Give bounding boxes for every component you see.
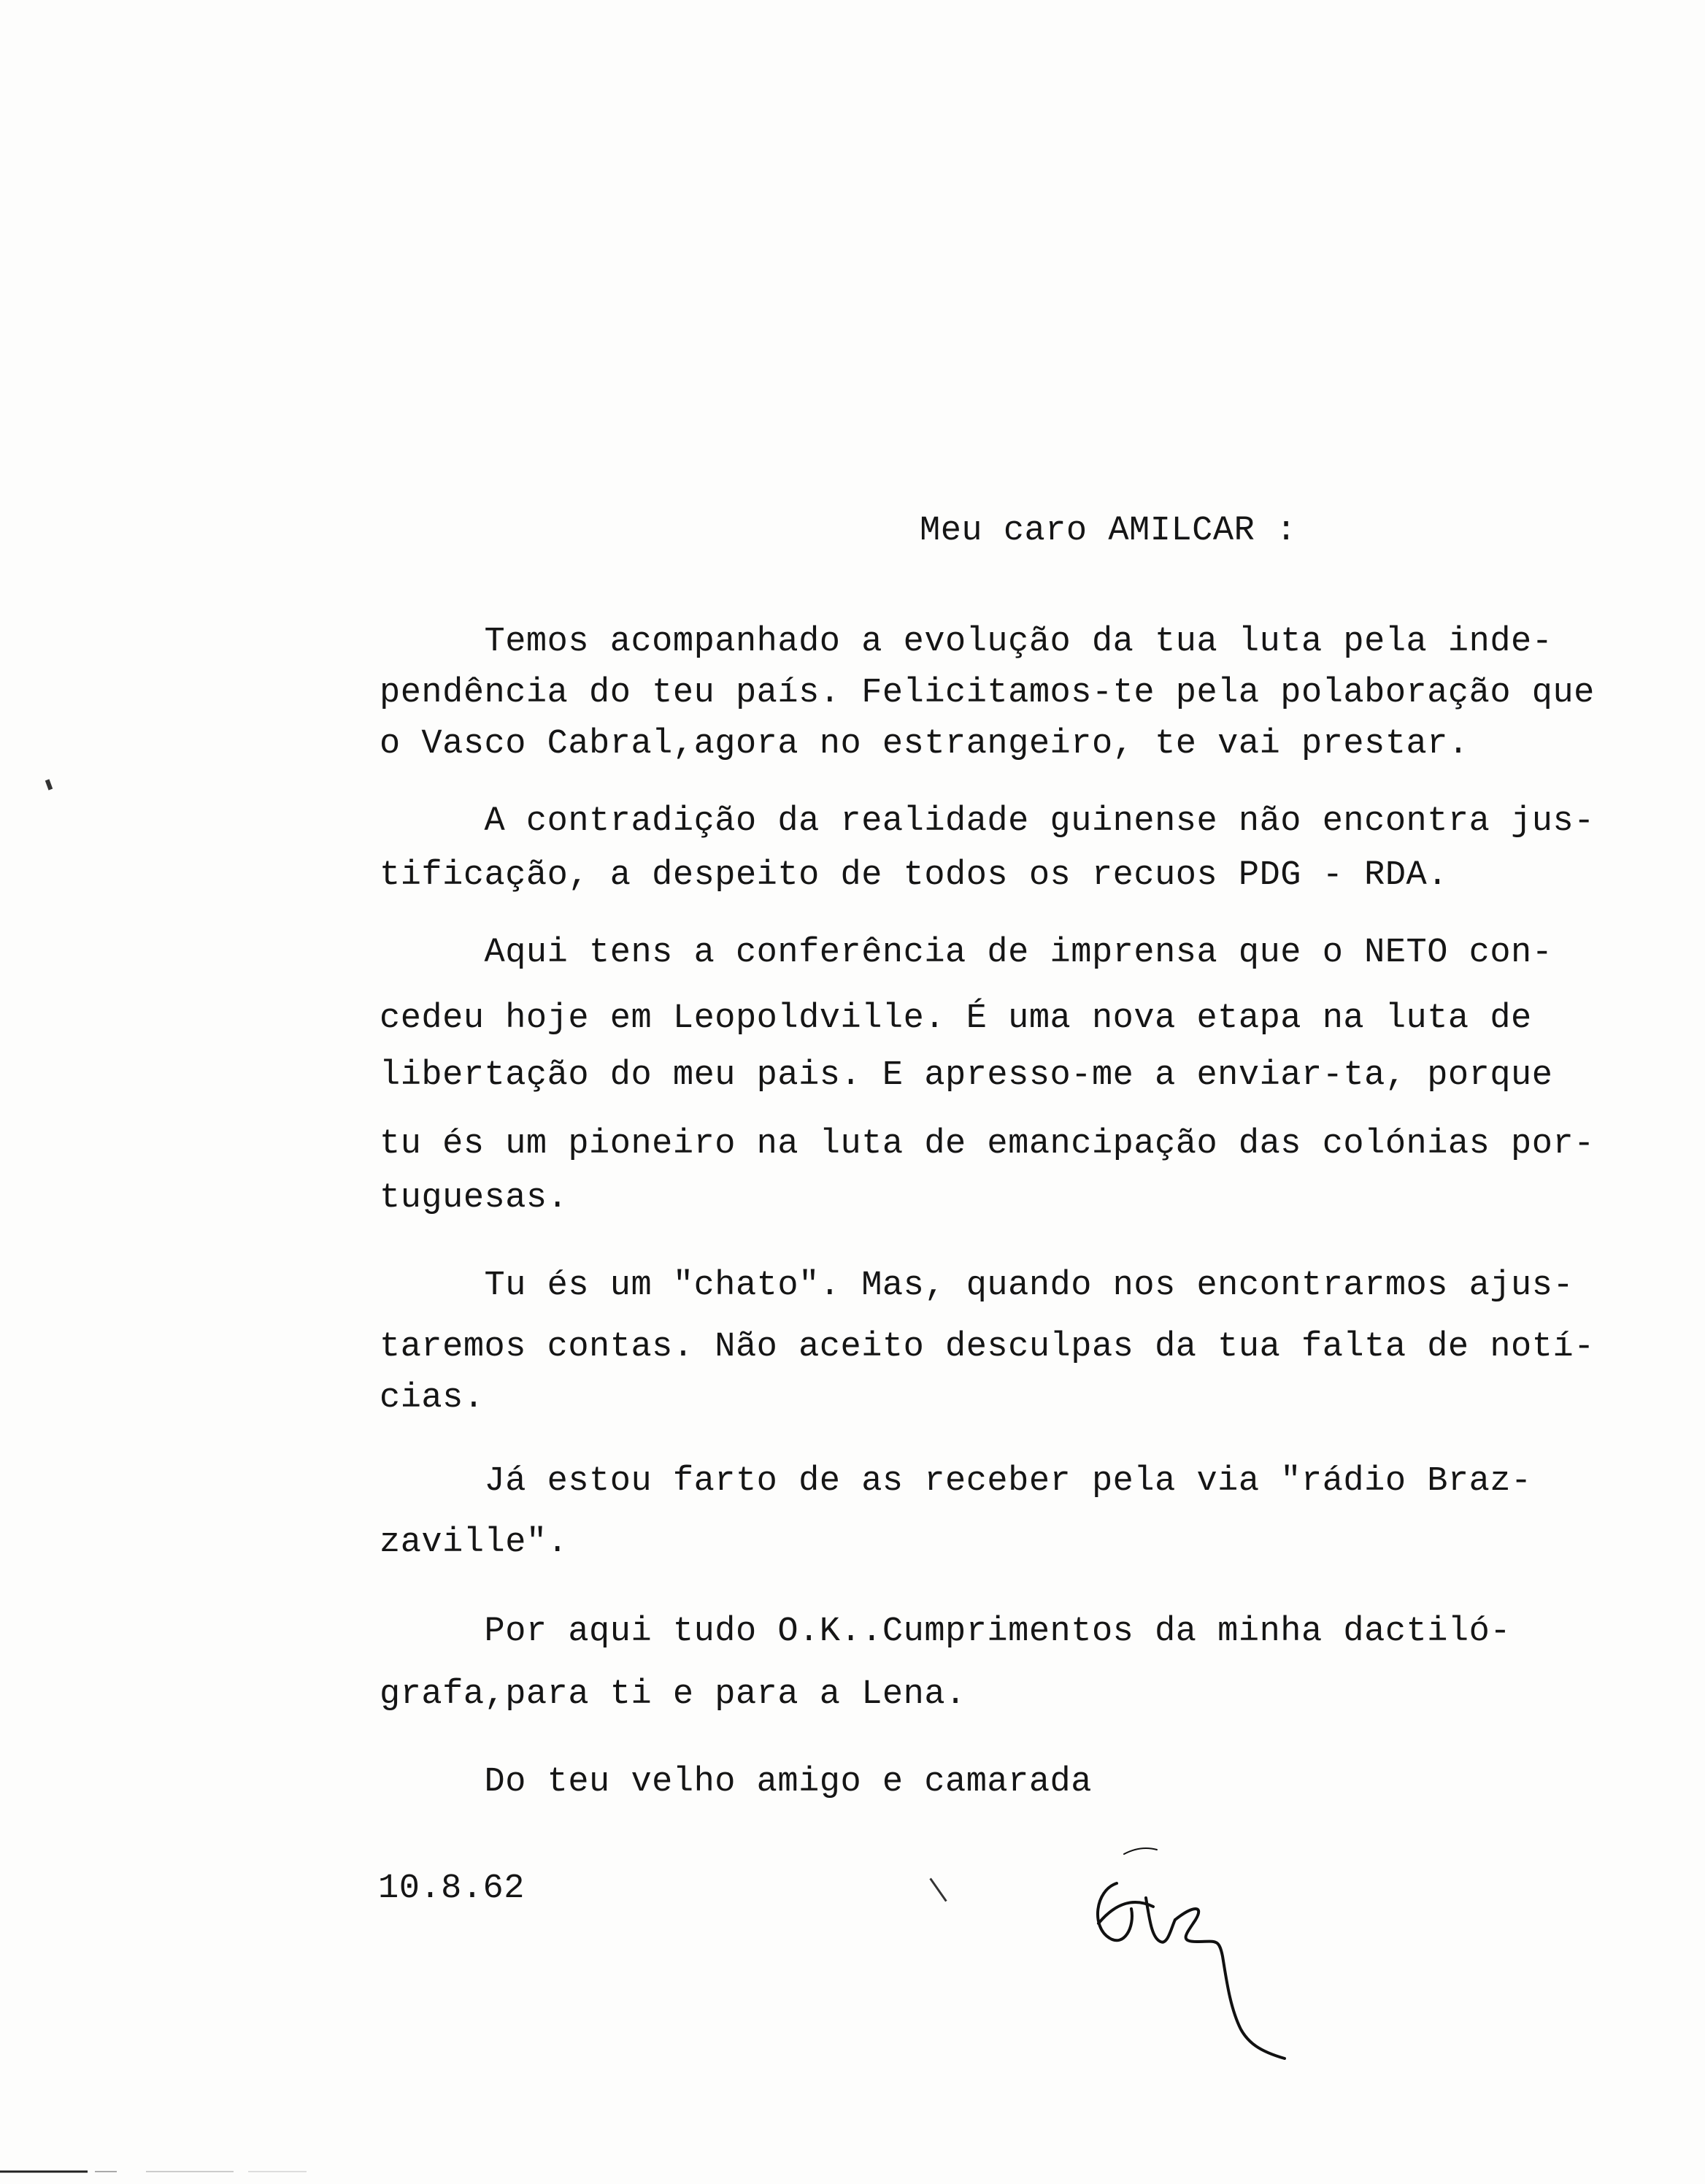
paragraph-4-line-1: Tu és um "chato". Mas, quando nos encontrarmos ajus- (380, 1266, 1574, 1305)
handwritten-signature (1066, 1839, 1314, 2080)
paragraph-2-line-1: A contradição da realidade guinense não encontra jus- (380, 802, 1595, 841)
stray-mark-left (45, 779, 53, 790)
paragraph-3-line-5: tuguesas. (380, 1179, 569, 1218)
paragraph-1-line-2: pendência do teu país. Felicitamos-te pela polaboração que (380, 674, 1595, 712)
paragraph-3-line-4: tu és um pioneiro na luta de emancipação das colónias por- (380, 1125, 1595, 1164)
paragraph-1-line-1: Temos acompanhado a evolução da tua luta pela inde- (380, 623, 1553, 661)
paragraph-3-line-2: cedeu hoje em Leopoldville. É uma nova etapa na luta de (380, 999, 1532, 1038)
paragraph-7-line-1: Do teu velho amigo e camarada (380, 1763, 1092, 1802)
stray-mark-center (929, 1878, 947, 1902)
paragraph-3-line-3: libertação do meu pais. E apresso-me a enviar-ta, porque (380, 1056, 1553, 1095)
paragraph-1-line-3: o Vasco Cabral,agora no estrangeiro, te vai prestar. (380, 725, 1469, 764)
paragraph-5-line-2: zaville". (380, 1523, 569, 1562)
paragraph-2-line-2: tificação, a despeito de todos os recuos PDG - RDA. (380, 856, 1448, 895)
paragraph-4-line-3: cias. (380, 1379, 485, 1418)
paragraph-6-line-2: grafa,para ti e para a Lena. (380, 1675, 966, 1714)
letter-date: 10.8.62 (378, 1869, 525, 1908)
letter-greeting: Meu caro AMILCAR : (920, 512, 1297, 550)
scan-edge-lines (0, 2169, 321, 2174)
paragraph-3-line-1: Aqui tens a conferência de imprensa que o NETO con- (380, 934, 1553, 972)
paragraph-6-line-1: Por aqui tudo O.K..Cumprimentos da minha dactiló- (380, 1612, 1512, 1651)
paragraph-4-line-2: taremos contas. Não aceito desculpas da tua falta de notí- (380, 1328, 1595, 1366)
paragraph-5-line-1: Já estou farto de as receber pela via "rádio Braz- (380, 1462, 1532, 1501)
